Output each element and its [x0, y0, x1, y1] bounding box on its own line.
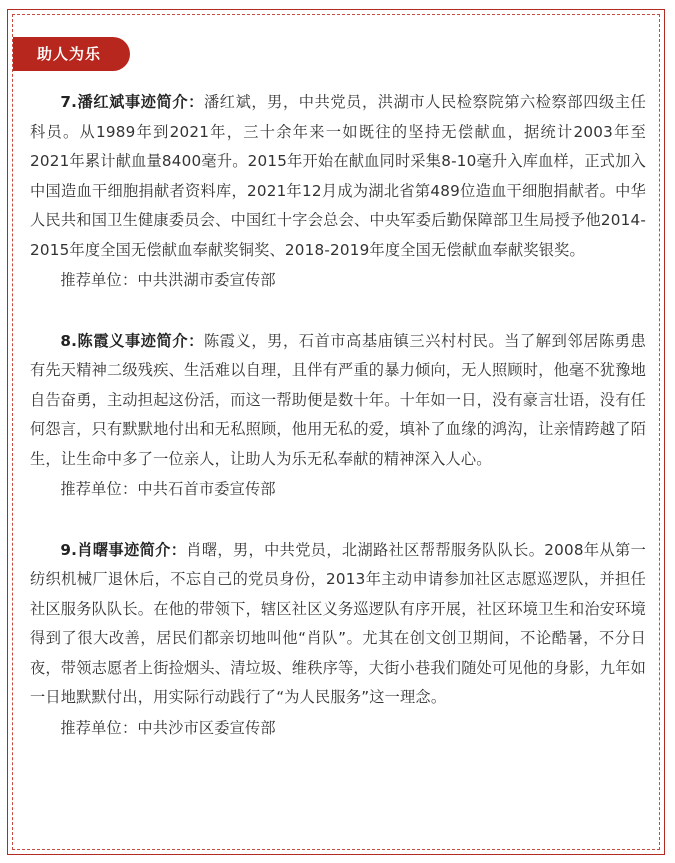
recommend-unit: 推荐单位：中共沙市区委宣传部	[60, 718, 276, 737]
entry-body: 陈霞义，男，石首市高基庙镇三兴村村民。当了解到邻居陈勇患有先天精神二级残疾、生活难以自理，且伴有严重的暴力倾向，无人照顾时，他毫不犹豫地自告奋勇，主动担起这份活，而这一帮助便是数十年。十年如一日，没有豪言壮语，没有任何怨言，只有默默地付出和无私照顾，他用无私的爱，填补了血缘的鸿沟，让亲情跨越了陌生，让生命中多了一位亲人，让助人为乐无私奉献的精神深入人心。	[30, 331, 646, 468]
entry-8	[30, 327, 646, 505]
entry-9	[30, 536, 646, 744]
entry-body: 潘红斌，男，中共党员，洪湖市人民检察院第六检察部四级主任科员。从1989年到2021年，三十余年来一如既往的坚持无偿献血，据统计2003年至2021年累计献血量8400毫升。2015年开始在献血同时采集8-10毫升入库血样，正式加入中国造血干细胞捐献者资料库，2021年12月成为湖北省第489位造血干细胞捐献者。中华人民共和国卫生健康委员会、中国红十字会总会、中央军委后勤保障部卫生局授予他2014-2015年度全国无偿献血奉献奖铜奖、2018-2019年度全国无偿献血奉献奖银奖。	[30, 93, 646, 259]
article-content	[30, 88, 646, 774]
entry-heading: 9.肖曙事迹简介：	[60, 540, 187, 559]
recommend-unit: 推荐单位：中共洪湖市委宣传部	[60, 271, 276, 289]
entry-body: 肖曙，男，中共党员，北湖路社区帮帮服务队队长。2008年从第一纺织机械厂退休后，不忘自己的党员身份，2013年主动申请参加社区志愿巡逻队，并担任社区服务队队长。在他的带领下，辖区社区义务巡逻队有序开展，社区环境卫生和治安环境得到了很大改善，居民们都亲切地叫他“肖队”。尤其在创文创卫期间，不论酷暑，不分日夜，带领志愿者上街捡烟头、清垃圾、维秩序等，大街小巷我们随处可见他的身影，九年如一日地默默付出，用实际行动践行了“为人民服务”这一理念。	[30, 540, 646, 706]
section-title-tab: 助人为乐	[13, 37, 130, 71]
entry-heading: 7.潘红斌事迹简介：	[60, 93, 204, 111]
entry-paragraph	[30, 536, 646, 713]
entry-heading: 8.陈霞义事迹简介：	[60, 331, 204, 350]
recommend-unit: 推荐单位：中共石首市委宣传部	[60, 480, 276, 498]
entry-7	[30, 88, 646, 296]
entry-paragraph	[30, 327, 646, 475]
entry-paragraph	[30, 88, 646, 265]
